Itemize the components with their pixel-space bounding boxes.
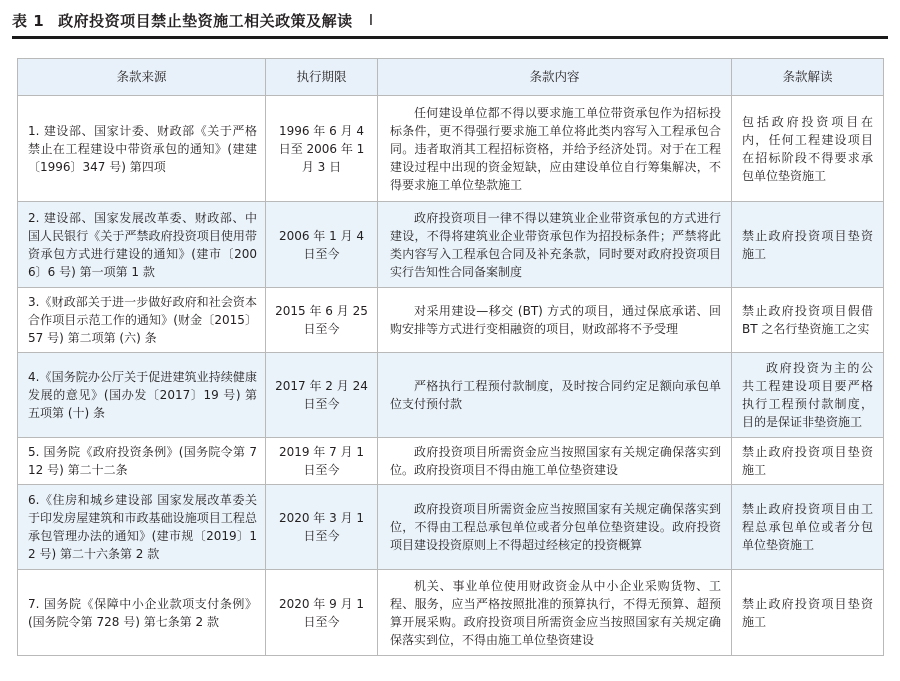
cell-period: 2020 年 3 月 1 日至今 bbox=[266, 485, 378, 570]
cell-content bbox=[378, 570, 732, 656]
content-text: 政府投资项目所需资金应当按照国家有关规定确保落实到位。政府投资项目不得由施工单位垫资建设 bbox=[390, 445, 721, 477]
content-text: 对采用建设—移交 (BT) 方式的项目，通过保底承诺、回购安排等方式进行变相融资的项目，财政部将不予受理 bbox=[390, 304, 721, 336]
table-row bbox=[18, 485, 884, 570]
cell-source: 6.《住房和城乡建设部 国家发展改革委关于印发房屋建筑和市政基础设施项目工程总承包管理办法的通知》(建市规〔2019〕12 号) 第二十六条第 2 款 bbox=[18, 485, 266, 570]
content-text: 机关、事业单位使用财政资金从中小企业采购货物、工程、服务，应当严格按照批准的预算执行，不得无预算、超预算开展采购。政府投资项目所需资金应当按照国家有关规定确保落实到位，不得由施工单位垫资建设 bbox=[390, 578, 721, 647]
header-source: 条款来源 bbox=[18, 59, 266, 96]
header-content: 条款内容 bbox=[378, 59, 732, 96]
cell-content bbox=[378, 288, 732, 353]
cell-source: 2. 建设部、国家发展改革委、财政部、中国人民银行《关于严禁政府投资项目使用带资承包方式进行建设的通知》(建市〔2006〕6 号) 第一项第 1 款 bbox=[18, 202, 266, 288]
content-text: 政府投资项目一律不得以建筑业企业带资承包的方式进行建设，不得将建筑业企业带资承包作为招投标条件；严禁将此类内容写入工程承包合同及补充条款，同时要对政府投资项目实行告知性合同备案制度 bbox=[390, 210, 721, 279]
cell-period: 2015 年 6 月 25 日至今 bbox=[266, 288, 378, 353]
cell-source: 5. 国务院《政府投资条例》(国务院令第 712 号) 第二十二条 bbox=[18, 438, 266, 485]
cell-content bbox=[378, 438, 732, 485]
cell-source: 4.《国务院办公厅关于促进建筑业持续健康发展的意见》(国办发〔2017〕19 号) 第五项第 (十) 条 bbox=[18, 353, 266, 438]
table-row bbox=[18, 438, 884, 485]
cell-period: 2006 年 1 月 4 日至今 bbox=[266, 202, 378, 288]
interpretation-text: 政府投资为主的公共工程建设项目要严格执行工程预付款制度，目的是保证非垫资施工 bbox=[742, 361, 873, 429]
cell-content bbox=[378, 96, 732, 202]
cell-interpretation: 禁止政府投资项目垫资施工 bbox=[732, 570, 884, 656]
table-title: 政府投资项目禁止垫资施工相关政策及解读 bbox=[58, 11, 353, 30]
content-text: 任何建设单位都不得以要求施工单位带资承包作为招标投标条件，更不得强行要求施工单位将此类内容写入工程承包合同。违者取消其工程招标资格，并给予经济处罚。对于在工程建设过程中出现的资金短缺，应由建设单位自行筹集解决，不得要求施工单位垫款施工 bbox=[390, 105, 721, 192]
cell-content bbox=[378, 202, 732, 288]
table-row bbox=[18, 570, 884, 656]
cell-interpretation: 包括政府投资项目在内，任何工程建设项目在招标阶段不得要求承包单位垫资施工 bbox=[732, 96, 884, 202]
policy-table bbox=[17, 58, 884, 656]
cell-interpretation: 禁止政府投资项目垫资施工 bbox=[732, 202, 884, 288]
content-text: 政府投资项目所需资金应当按照国家有关规定确保落实到位，不得由工程总承包单位或者分包单位垫资建设。政府投资项目建设投资原则上不得超过经核定的投资概算 bbox=[390, 502, 721, 552]
table-row bbox=[18, 96, 884, 202]
cell-content bbox=[378, 485, 732, 570]
header-interpretation: 条款解读 bbox=[732, 59, 884, 96]
table-row bbox=[18, 202, 884, 288]
cell-period: 2019 年 7 月 1 日至今 bbox=[266, 438, 378, 485]
cell-source: 7. 国务院《保障中小企业款项支付条例》(国务院令第 728 号) 第七条第 2 款 bbox=[18, 570, 266, 656]
cell-period: 2020 年 9 月 1 日至今 bbox=[266, 570, 378, 656]
content-text: 严格执行工程预付款制度，及时按合同约定足额向承包单位支付预付款 bbox=[390, 379, 721, 411]
cell-interpretation bbox=[732, 353, 884, 438]
header-row bbox=[18, 59, 884, 96]
cell-content bbox=[378, 353, 732, 438]
table-row bbox=[18, 353, 884, 438]
title-rule bbox=[12, 36, 888, 39]
header-period: 执行期限 bbox=[266, 59, 378, 96]
cell-source: 1. 建设部、国家计委、财政部《关于严格禁止在工程建设中带资承包的通知》(建建〔1996〕347 号) 第四项 bbox=[18, 96, 266, 202]
table-caption bbox=[12, 6, 888, 34]
cell-source: 3.《财政部关于进一步做好政府和社会资本合作项目示范工作的通知》(财金〔2015〕57 号) 第二项第 (六) 条 bbox=[18, 288, 266, 353]
cell-interpretation: 禁止政府投资项目由工程总承包单位或者分包单位垫资施工 bbox=[732, 485, 884, 570]
cell-interpretation: 禁止政府投资项目垫资施工 bbox=[732, 438, 884, 485]
cell-interpretation: 禁止政府投资项目假借 BT 之名行垫资施工之实 bbox=[732, 288, 884, 353]
cell-period: 1996 年 6 月 4 日至 2006 年 1 月 3 日 bbox=[266, 96, 378, 202]
table-number: 表 1 bbox=[12, 11, 45, 30]
table-row bbox=[18, 288, 884, 353]
title-marker: Ⅰ bbox=[368, 11, 374, 29]
cell-period: 2017 年 2 月 24 日至今 bbox=[266, 353, 378, 438]
